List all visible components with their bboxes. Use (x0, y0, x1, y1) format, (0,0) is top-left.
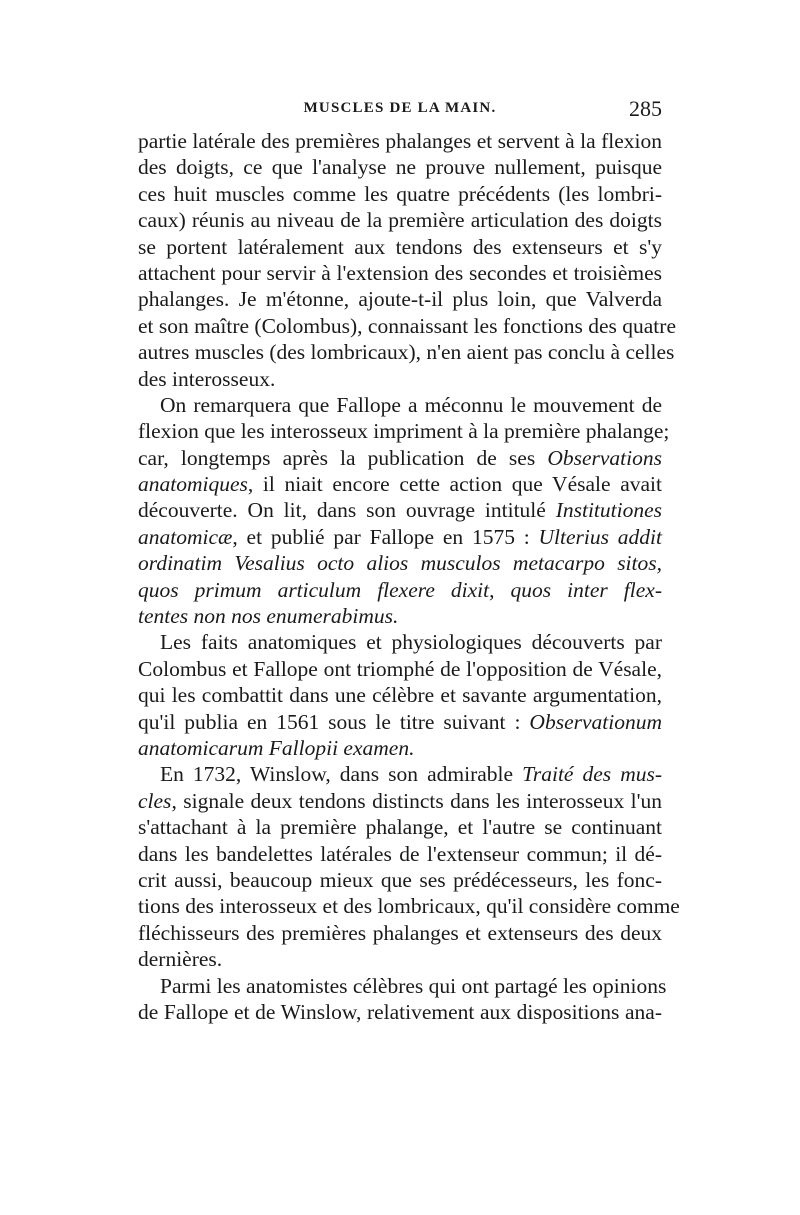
text-line (138, 418, 670, 444)
text-line (138, 893, 680, 919)
text-line (138, 946, 662, 972)
text-segment: dernières. (138, 947, 223, 972)
italic-text: Observations (547, 445, 662, 470)
text-line (138, 339, 675, 365)
text-line (138, 603, 662, 629)
text-segment: , signale deux tendons distincts dans les interosseux l'un (171, 788, 662, 813)
text-line (138, 735, 662, 761)
text-segment: et son maître (Colombus), connaissant les fonctions des quatre (138, 313, 676, 338)
text-segment: crit aussi, beaucoup mieux que ses prédécesseurs, les fonc- (138, 867, 662, 892)
text-line (138, 788, 662, 814)
text-segment: partie latérale des premières phalanges et servent à la flexion (138, 129, 662, 153)
text-segment: des interosseux. (138, 366, 276, 391)
page-number: 285 (629, 96, 662, 121)
text-line (138, 128, 662, 154)
text-segment: dans les bandelettes latérales de l'extenseur commun; il dé- (138, 841, 662, 866)
text-line (138, 313, 676, 339)
text-line (138, 814, 662, 840)
text-line (138, 973, 667, 999)
text-segment: de Fallope et de Winslow, relativement aux dispositions ana- (138, 999, 662, 1024)
text-segment: tions des interosseux et des lombricaux, qu'il considère comme (138, 894, 680, 919)
text-line (138, 234, 662, 260)
text-line (138, 682, 662, 708)
text-line (138, 577, 662, 603)
text-line (138, 841, 662, 867)
text-line (138, 497, 662, 523)
text-segment: s'attachant à la première phalange, et l'autre se continuant (138, 815, 662, 840)
italic-text: anatomicarum Fallopii examen. (138, 735, 415, 760)
text-segment: autres muscles (des lombricaux), n'en aient pas conclu à celles (138, 340, 675, 365)
text-line (138, 207, 662, 233)
text-line (138, 761, 662, 787)
text-segment: se portent latéralement aux tendons des extenseurs et s'y (138, 234, 662, 259)
text-segment: En 1732, Winslow, dans son admirable (160, 762, 523, 787)
text-line (138, 709, 662, 735)
text-segment: attachent pour servir à l'extension des secondes et troisièmes (138, 260, 662, 285)
text-line (138, 181, 662, 207)
italic-text: anatomiques (138, 472, 248, 497)
text-segment: , il niait encore cette action que Vésale avait (247, 472, 662, 497)
text-line (138, 445, 662, 471)
italic-text: tentes non nos enumerabimus. (138, 604, 399, 629)
text-segment: caux) réunis au niveau de la première articulation des doigts (138, 208, 662, 233)
text-line (138, 392, 662, 418)
text-line (138, 154, 662, 180)
text-segment: des doigts, ce que l'analyse ne prouve nullement, puisque (138, 155, 662, 180)
italic-text: Ulterius addit (538, 524, 662, 549)
text-segment: flexion que les interosseux impriment à la première phalange; (138, 419, 670, 444)
text-segment: découverte. On lit, dans son ouvrage intitulé (138, 498, 556, 523)
italic-text: Observationum (529, 709, 662, 734)
text-segment: On remarquera que Fallope a méconnu le mouvement de (160, 392, 662, 417)
text-segment: , et publié par Fallope en 1575 : (232, 524, 539, 549)
text-segment: Les faits anatomiques et physiologiques découverts par (160, 630, 662, 655)
text-line (138, 524, 662, 550)
text-line (138, 920, 662, 946)
italic-text: cles (138, 788, 172, 813)
text-segment: qui les combattit dans une célèbre et savante argumentation, (138, 683, 662, 708)
text-line (138, 656, 662, 682)
italic-text: quos primum articulum flexere dixit, quos inter flex- (138, 577, 662, 602)
text-segment: Parmi les anatomistes célèbres qui ont partagé les opinions (160, 973, 667, 998)
italic-text: Traité des mus- (522, 762, 662, 787)
text-line (138, 867, 662, 893)
italic-text: Institutiones (555, 498, 662, 523)
text-line (138, 550, 662, 576)
body-text (138, 128, 680, 1025)
text-segment: phalanges. Je m'étonne, ajoute-t-il plus loin, que Valverda (138, 287, 662, 312)
italic-text: anatomicæ (138, 524, 233, 549)
italic-text: ordinatim Vesalius octo alios musculos metacarpo sitos, (138, 551, 662, 576)
text-line (138, 260, 662, 286)
text-line (138, 999, 662, 1025)
text-line (138, 286, 662, 312)
text-line (138, 471, 662, 497)
text-segment: ces huit muscles comme les quatre précédents (les lombri- (138, 181, 662, 206)
text-segment: fléchisseurs des premières phalanges et extenseurs des deux (138, 920, 662, 945)
text-line (138, 629, 662, 655)
text-segment: qu'il publia en 1561 sous le titre suivant : (138, 709, 530, 734)
text-line (138, 366, 662, 392)
text-segment: Colombus et Fallope ont triomphé de l'opposition de Vésale, (138, 656, 662, 681)
text-segment: car, longtemps après la publication de ses (138, 445, 548, 470)
running-title: MUSCLES DE LA MAIN. (303, 100, 497, 116)
running-head (138, 96, 662, 126)
